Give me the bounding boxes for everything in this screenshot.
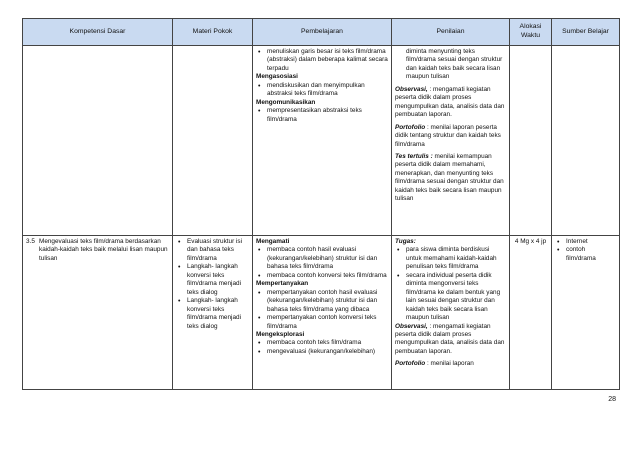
portofolio-paragraph xyxy=(395,360,506,368)
tes-tertulis-paragraph xyxy=(395,153,506,204)
header-materi-pokok: Materi Pokok xyxy=(173,19,253,46)
observasi-paragraph xyxy=(395,323,506,357)
header-sumber-belajar: Sumber Belajar xyxy=(552,19,620,46)
table-row xyxy=(23,236,620,390)
kd-text: Mengevaluasi teks film/drama berdasarkan kaidah-kaidah teks baik melalui lisan maupun tulisan xyxy=(39,238,168,262)
list-item: • mempertanyakan contoh konversi teks film/drama xyxy=(256,314,388,331)
list-item: • Internet xyxy=(555,238,616,246)
header-pembelajaran: Pembelajaran xyxy=(253,19,392,46)
observasi-label: Observasi, xyxy=(395,322,428,330)
observasi-label: Observasi, xyxy=(395,85,428,93)
sumber-cell xyxy=(552,236,620,390)
kd-cell xyxy=(23,236,173,390)
portofolio-text: : menilai laporan peserta didik tentang struktur dan kaidah teks film/drama xyxy=(395,123,501,148)
kd-cell-empty xyxy=(23,46,173,236)
alokasi-cell: 4 Mg x 4 jp xyxy=(510,236,552,390)
list-item: • secara individual peserta didik diminta mengonversi teks film/drama ke dalam bentuk yang lain sesuai dengan struktur dan kaidah teks baik secara lisan maupun tulisan xyxy=(395,272,506,323)
materi-cell-empty xyxy=(173,46,253,236)
portofolio-text: : menilai laporan xyxy=(426,360,474,368)
step-heading: Mengamati xyxy=(256,238,290,245)
list-item: • mempertanyakan contoh hasil evaluasi (kekurangan/kelebihan) struktur isi dan bahasa teks film/drama yang dibaca xyxy=(256,289,388,314)
page-number: 28 xyxy=(608,396,616,403)
tes-tertulis-label: Tes tertulis : xyxy=(395,152,433,160)
step-heading: Mengasosiasi xyxy=(256,73,298,81)
step-heading: Mengeksplorasi xyxy=(256,330,305,338)
penilaian-cell xyxy=(392,46,510,236)
penilaian-continuation: diminta menyunting teks film/drama sesuai dengan struktur dan kaidah teks baik secara lisan maupun tulisan xyxy=(406,48,503,81)
tugas-label: Tugas: xyxy=(395,238,416,245)
pembelajaran-cell xyxy=(253,236,392,390)
header-alokasi-waktu: Alokasi Waktu xyxy=(510,19,552,46)
observasi-text: : mengamati kegiatan peserta didik dalam proses mengumpulkan data, analisis data dan pembuatan laporan. xyxy=(395,85,505,119)
pembelajaran-cell xyxy=(253,46,392,236)
portofolio-label: Portofolio xyxy=(395,123,426,131)
step-heading: Mempertanyakan xyxy=(256,280,309,288)
list-item: • membaca contoh hasil evaluasi (kekurangan/kelebihan) struktur isi dan bahasa teks film/drama xyxy=(256,246,388,271)
penilaian-cell xyxy=(392,236,510,390)
header-kompetensi-dasar: Kompetensi Dasar xyxy=(23,19,173,46)
list-item: • contoh film/drama xyxy=(555,246,616,263)
list-item: • Langkah- langkah konversi teks film/drama menjadi teks dialog xyxy=(176,263,249,297)
alokasi-cell-empty xyxy=(510,46,552,236)
materi-cell xyxy=(173,236,253,390)
step-heading: Mengomunikasikan xyxy=(256,98,316,106)
list-item: • membaca contoh konversi teks film/drama xyxy=(256,272,388,280)
tes-tertulis-text: menilai kemampuan peserta didik dalam memahami, menerapkan, dan menyunting teks film/drama sesuai dengan struktur dan kaidah teks baik secara lisan maupun tulisan xyxy=(395,152,504,203)
sumber-cell-empty xyxy=(552,46,620,236)
list-item: • membaca contoh teks film/drama xyxy=(256,339,388,347)
list-item: • Langkah- langkah konversi teks film/drama menjadi teks dialog xyxy=(176,297,249,331)
table-row xyxy=(23,46,620,236)
curriculum-table xyxy=(22,18,620,390)
list-item: • para siswa diminta berdiskusi untuk memahami kaidah-kaidah penulisan teks film/drama xyxy=(395,246,506,271)
portofolio-label: Portofolio xyxy=(395,360,426,368)
list-item: • menuliskan garis besar isi teks film/drama (abstraksi) dalam beberapa kalimat secara terpadu xyxy=(256,48,388,73)
header-penilaian: Penilaian xyxy=(392,19,510,46)
list-item: • mengevaluasi (kekurangan/kelebihan) xyxy=(256,348,388,356)
table-header-row xyxy=(23,19,620,46)
list-item: • Evaluasi struktur isi dan bahasa teks film/drama xyxy=(176,238,249,263)
portofolio-paragraph xyxy=(395,124,506,149)
list-item: • mempresentasikan abstraksi teks film/drama xyxy=(256,107,388,124)
observasi-paragraph xyxy=(395,86,506,120)
observasi-text: : mengamati kegiatan peserta didik dalam proses mengumpulkan data, analisis data dan pembuatan laporan. xyxy=(395,322,505,355)
list-item: • mendiskusikan dan menyimpulkan abstraksi teks film/drama xyxy=(256,82,388,99)
kd-number: 3.5 xyxy=(26,238,35,245)
